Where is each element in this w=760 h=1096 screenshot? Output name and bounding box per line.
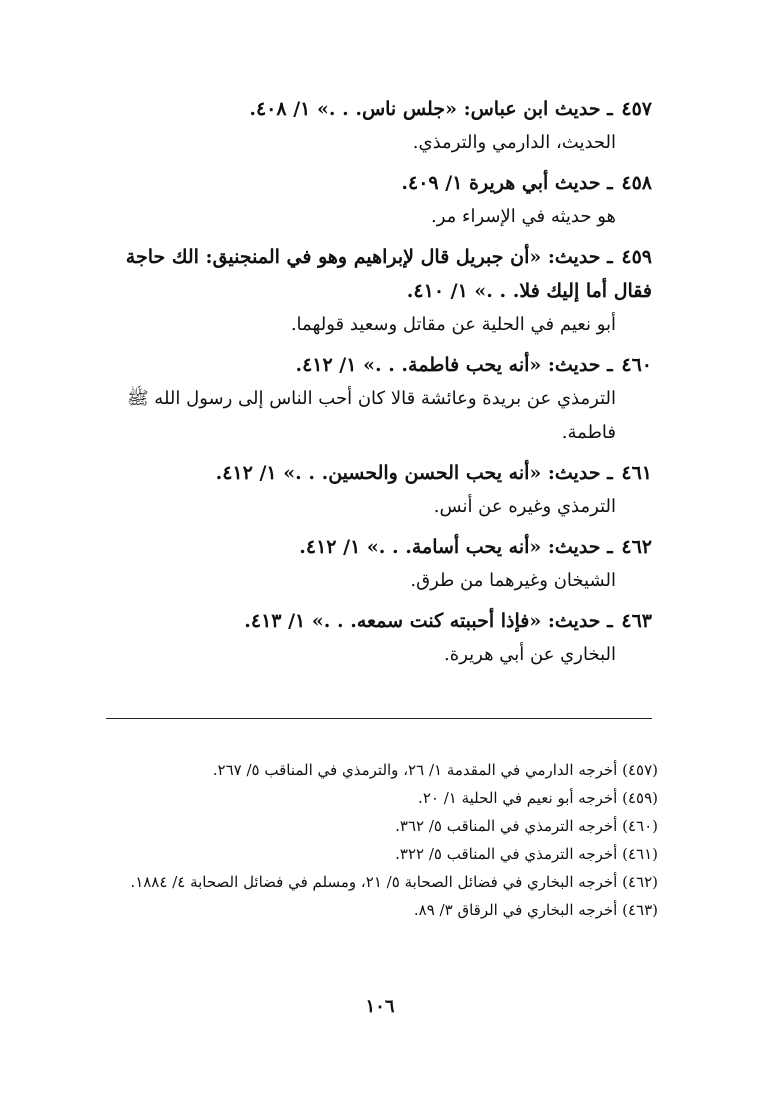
entry-457: ٤٥٧ ـ حديث ابن عباس: «جلس ناس. . .» ١/ ٤٠٨. الحديث، الدارمي والترمذي. <box>92 92 652 160</box>
entry-heading: حديث: «فإذا أحببته كنت سمعه. . .» ١/ ٤١٣. <box>244 610 601 632</box>
entry-body: أبو نعيم في الحلية عن مقاتل وسعيد قولهما. <box>290 314 616 335</box>
entry-number: ٤٦١ <box>621 462 652 484</box>
entry-heading: حديث: «أنه يحب الحسن والحسين. . .» ١/ ٤١٢. <box>215 462 601 484</box>
entry-heading: حديث: «أنه يحب أسامة. . .» ١/ ٤١٢. <box>299 536 601 558</box>
footnote-461: (٤٦١) أخرجه الترمذي في المناقب ٥/ ٣٢٢. <box>395 845 658 863</box>
footnote-459: (٤٥٩) أخرجه أبو نعيم في الحلية ١/ ٢٠. <box>418 789 658 807</box>
footnote-462: (٤٦٢) أخرجه البخاري في فضائل الصحابة ٥/ ٢١، ومسلم في فضائل الصحابة ٤/ ١٨٨٤. <box>130 873 658 891</box>
entry-heading: حديث: «أنه يحب فاطمة. . .» ١/ ٤١٢. <box>295 354 601 376</box>
entry-number: ٤٥٩ <box>621 246 652 268</box>
entry-body: الترمذي عن بريدة وعائشة قالا كان أحب الناس إلى رسول الله ﷺ فاطمة. <box>126 388 616 443</box>
entry-body: الترمذي وغيره عن أنس. <box>433 496 616 517</box>
entry-body: الحديث، الدارمي والترمذي. <box>412 132 616 153</box>
entry-body: هو حديثه في الإسراء مر. <box>431 206 616 227</box>
footnotes <box>98 756 658 924</box>
footnote-divider <box>106 718 652 719</box>
entry-number: ٤٦٣ <box>621 610 652 632</box>
footnote-457: (٤٥٧) أخرجه الدارمي في المقدمة ١/ ٢٦، والترمذي في المناقب ٥/ ٢٦٧. <box>212 761 658 779</box>
entry-463: ٤٦٣ ـ حديث: «فإذا أحببته كنت سمعه. . .» ١/ ٤١٣. البخاري عن أبي هريرة. <box>92 604 652 672</box>
footnote-460: (٤٦٠) أخرجه الترمذي في المناقب ٥/ ٣٦٢. <box>395 817 658 835</box>
entry-number: ٤٥٧ <box>621 98 652 120</box>
entry-number: ٤٥٨ <box>621 172 652 194</box>
entry-heading: حديث: «أن جبريل قال لإبراهيم وهو في المنجنيق: الك حاجة فقال أما إليك فلا. . .» ١/ ٤١٠. <box>125 246 652 302</box>
entry-462: ٤٦٢ ـ حديث: «أنه يحب أسامة. . .» ١/ ٤١٢. الشيخان وغيرهما من طرق. <box>92 530 652 598</box>
entry-number: ٤٦٠ <box>621 354 652 376</box>
entry-body: الشيخان وغيرهما من طرق. <box>410 570 616 591</box>
entry-459: ٤٥٩ ـ حديث: «أن جبريل قال لإبراهيم وهو في المنجنيق: الك حاجة فقال أما إليك فلا. . .» ١/ ٤١٠. أبو نعيم في الحلية عن مقاتل وسعيد قولهما. <box>92 240 652 342</box>
entry-number: ٤٦٢ <box>621 536 652 558</box>
page-number: ١٠٦ <box>365 996 395 1017</box>
entry-461: ٤٦١ ـ حديث: «أنه يحب الحسن والحسين. . .» ١/ ٤١٢. الترمذي وغيره عن أنس. <box>92 456 652 524</box>
entry-heading: حديث أبي هريرة ١/ ٤٠٩. <box>401 172 601 194</box>
entry-458: ٤٥٨ ـ حديث أبي هريرة ١/ ٤٠٩. هو حديثه في الإسراء مر. <box>92 166 652 234</box>
entry-heading: حديث ابن عباس: «جلس ناس. . .» ١/ ٤٠٨. <box>249 98 601 120</box>
entry-body: البخاري عن أبي هريرة. <box>444 644 616 665</box>
hadith-entries <box>92 92 652 678</box>
entry-460: ٤٦٠ ـ حديث: «أنه يحب فاطمة. . .» ١/ ٤١٢. الترمذي عن بريدة وعائشة قالا كان أحب الناس إلى رسول الله ﷺ فاطمة. <box>92 348 652 450</box>
footnote-463: (٤٦٣) أخرجه البخاري في الرقاق ٣/ ٨٩. <box>413 901 658 919</box>
